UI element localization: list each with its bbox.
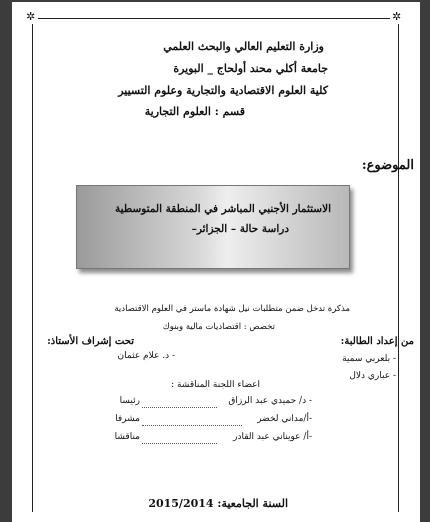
student-name: - عباري دلال [349,371,396,381]
faculty-name: كلية العلوم الاقتصادية والتجارية وعلوم التسيير [118,84,328,97]
frame-left-border [32,24,33,512]
frame-top-border [38,18,390,19]
dotted-line [142,425,242,426]
title-banner [76,185,350,269]
committee-heading: اعضاء اللجنة المناقشة : [171,380,260,390]
committee-member-name: - د/ حميدي عبد الرزاق [228,396,312,406]
frame-right-border [398,24,399,512]
corner-ornament-icon: ✲ [26,10,36,23]
committee-member-role: مشرفا [115,414,140,424]
thesis-title: الاستثمار الأجنبي المباشر في المنطقة المتوسطية [115,203,331,215]
dotted-line [142,407,217,408]
supervisor-name: - د. علام عثمان [117,351,175,361]
corner-ornament-icon: ✲ [392,10,402,23]
academic-year: السنة الجامعية: 2015/2014 [148,497,288,510]
supervisor-heading: تحت إشراف الأستاذ: [47,336,134,347]
students-heading: من إعداد الطالبة: [340,336,414,347]
specialization: تخصص : اقتصاديات مالية وبنوك [162,322,275,332]
dotted-line [142,443,217,444]
committee-member-name: -أ/مداني لخضر [257,414,312,424]
committee-member-name: -أ/ عويناني عبد القادر [233,432,312,442]
committee-member-role: مناقشا [114,432,140,442]
committee-member-role: رئيسا [119,396,140,406]
student-name: - بلعربي سمية [342,354,396,364]
thesis-subtitle: دراسة حالة – الجزائر– [191,223,289,235]
document-page [12,2,420,522]
topic-label: الموضوع: [361,158,414,173]
memo-statement: مذكرة تدخل ضمن متطلبات نيل شهادة ماستر في العلوم الاقتصادية [114,304,350,314]
ministry-name: وزارة التعليم العالي والبحث العلمي [163,40,324,53]
department-name: قسم : العلوم التجارية [144,105,245,118]
university-name: جامعة أكلي محند أولحاج _ البويرة [173,62,328,75]
